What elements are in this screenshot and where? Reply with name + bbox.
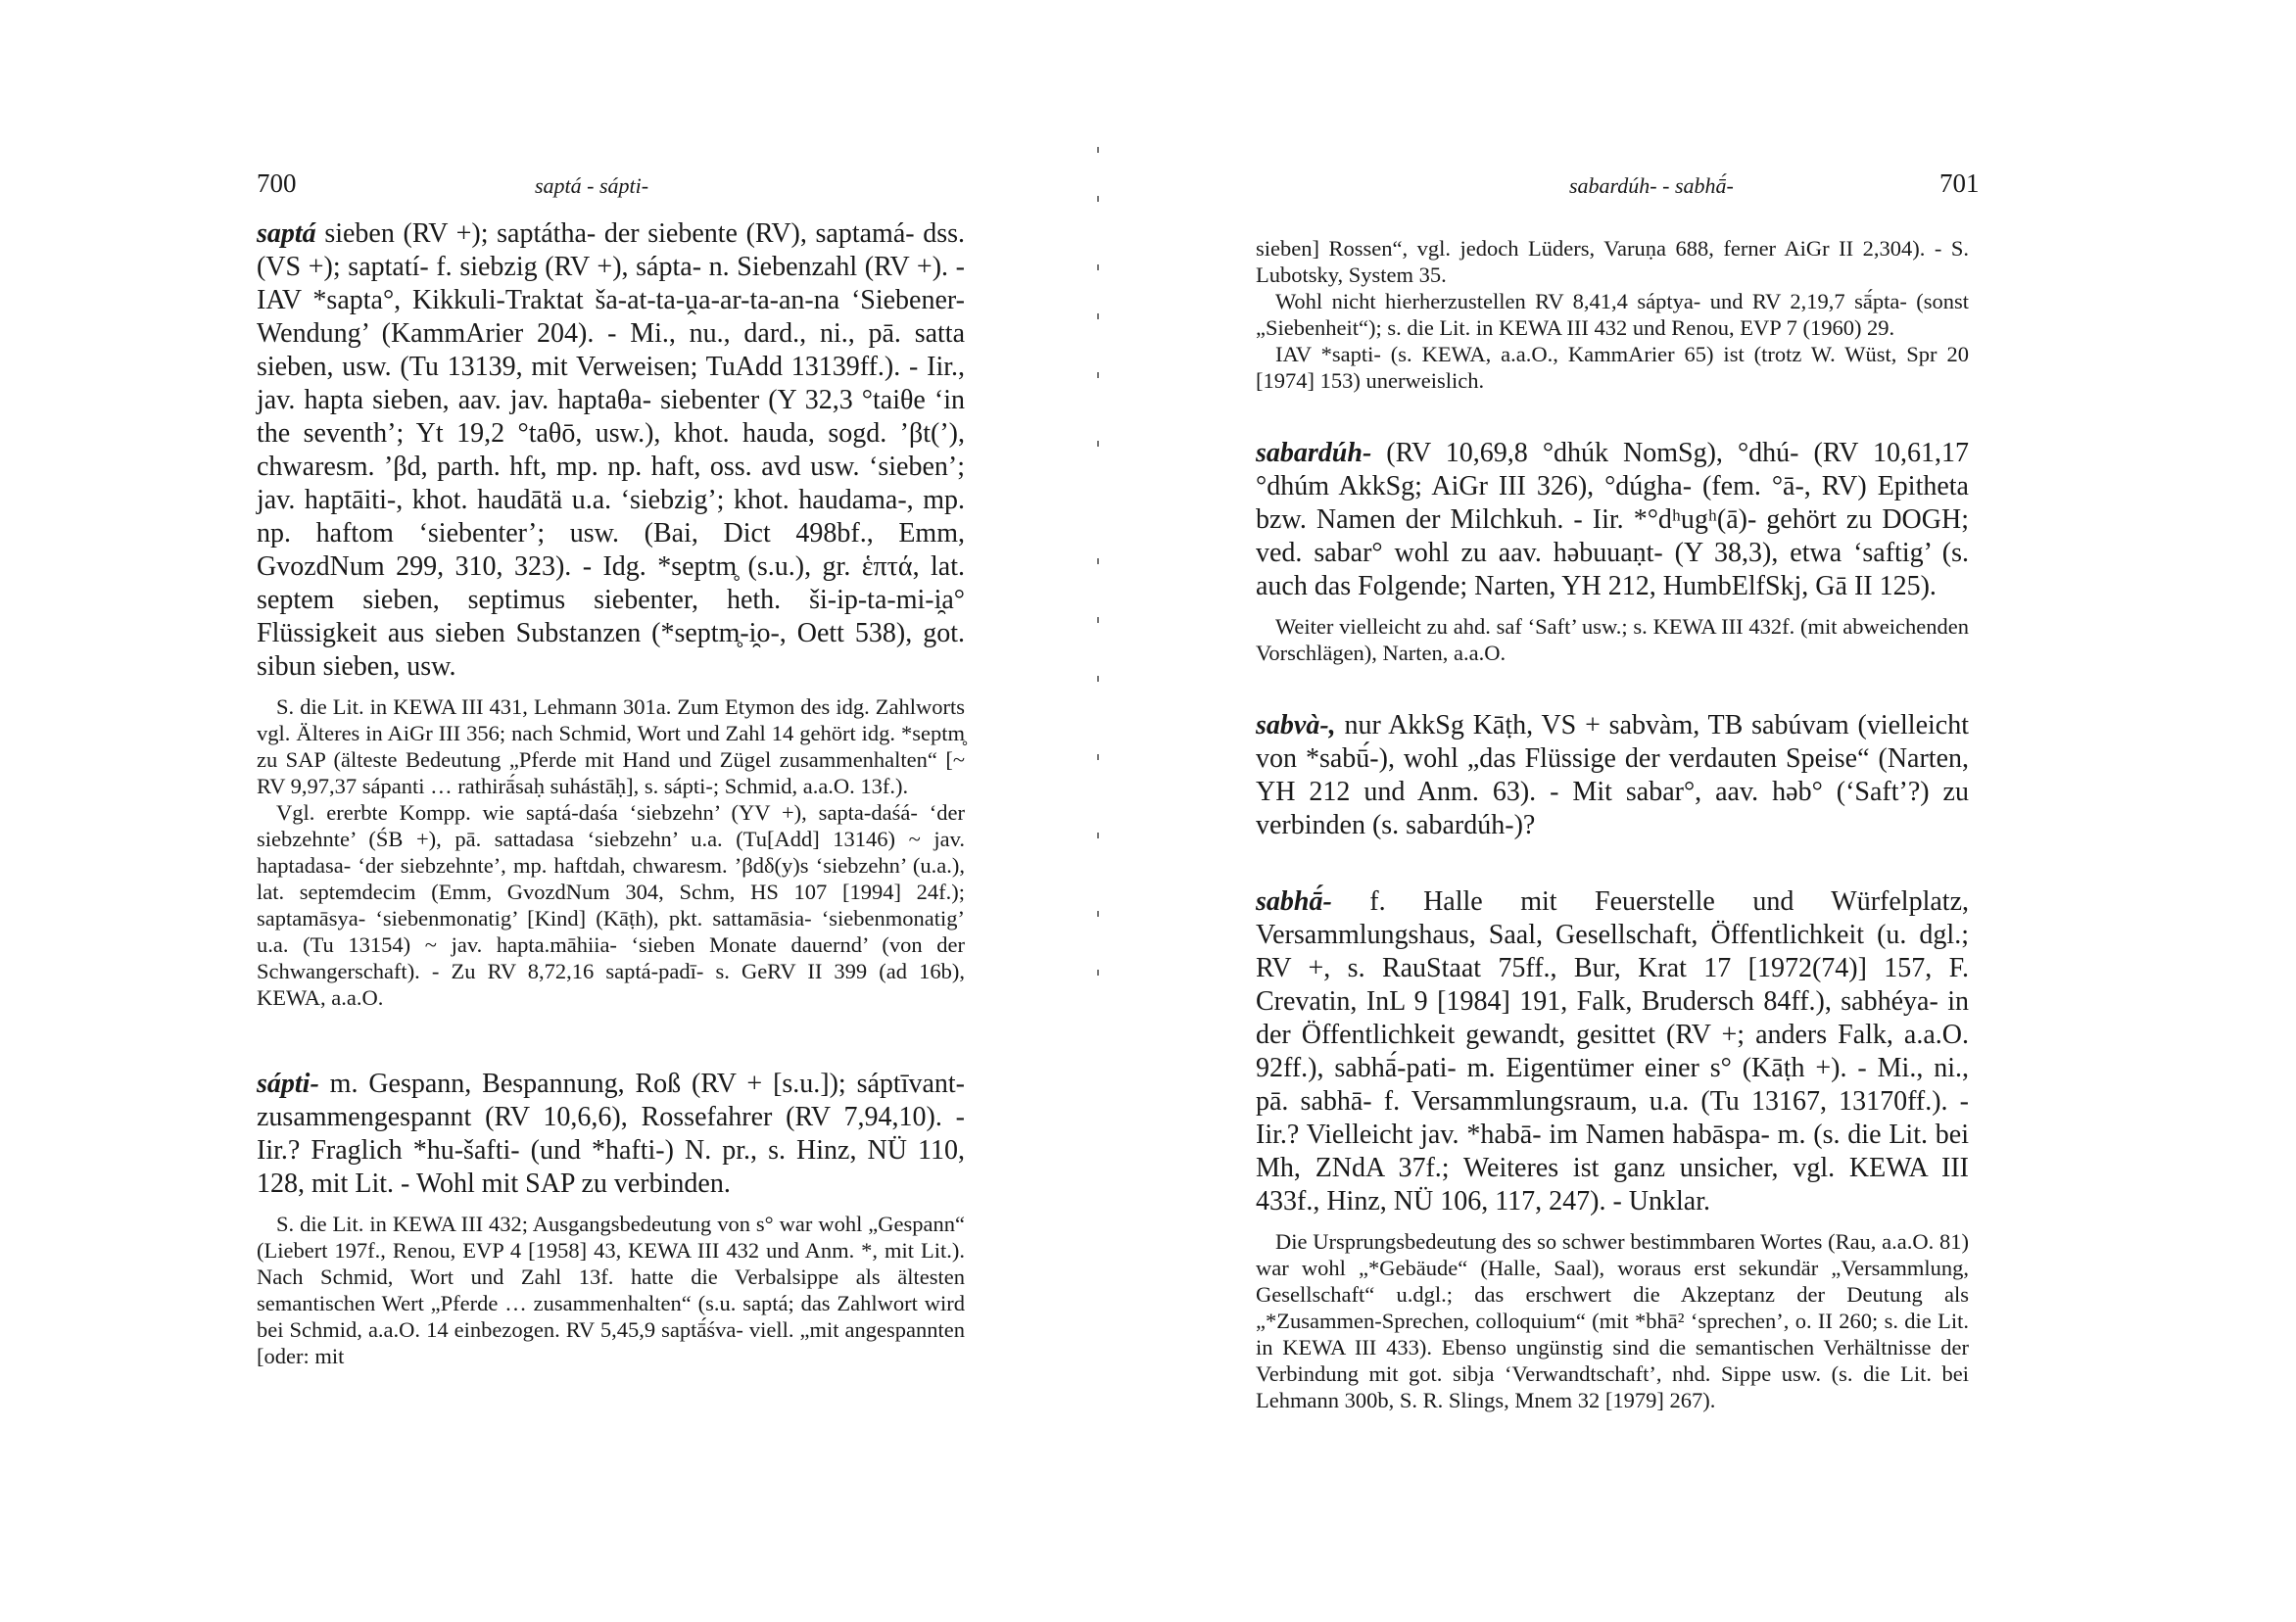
lemma: saptá <box>257 218 316 249</box>
entry-paragraph <box>1256 885 1969 1218</box>
note: sieben] Rossen“, vgl. jedoch Lüders, Varuṇa 688, ferner AiGr II 2,304). - S. Lubotsky, System 35. <box>1256 236 1969 287</box>
lemma: sabhā́- <box>1256 886 1332 917</box>
entry-sapta <box>257 217 965 1011</box>
entry-text: sieben (RV +); saptátha- der siebente (RV), saptamá- dss. (VS +); saptatí- f. siebzig (RV +), sápta- n. Siebenzahl (RV +). - IAV *sapta°, Kikkuli-Traktat ša-at-ta-ṷa-ar-ta-an-na ‘Siebener-Wendung’ (KammArier 204). - Mi., nu., dard., ni., pā. satta sieben, usw. (Tu 13139, mit Verweisen; TuAdd 13139ff.). - Iir., jav. hapta sieben, aav. jav. haptaθa- siebenter (Y 32,3 °taiθe ‘in the seventh’; Yt 19,2 °taθō, usw.), khot. hauda, sogd. ’βt(’), chwaresm. ’βd, parth. hft, mp. np. haft, oss. avd usw. ‘sieben’; jav. haptāiti-, khot. haudātä u.a. ‘siebzig’; khot. haudama-, mp. np. haftom ‘siebenter’; usw. (Bai, Dict 498bf., Emm, GvozdNum 299, 310, 323). - Idg. *septm̥ (s.u.), gr. ἑπτά, lat. septem sieben, septimus siebenter, heth. ši-ip-ta-mi-i̯a° Flüssigkeit aus sieben Substanzen (*septm̥-i̯o-, Oett 538), got. sibun sieben, usw. <box>257 218 966 682</box>
lemma: sápti- <box>257 1069 319 1099</box>
lemma: sabvà-, <box>1256 710 1336 740</box>
note: Vgl. ererbte Kompp. wie saptá-daśa ‘siebzehn’ (YV +), sapta-daśá- ‘der siebzehnte’ (ŚB +), pā. sattadasa ‘siebzehn’ u.a. (Tu[Add] 13146) ~ jav. haptadasa- ‘der siebzehnte’, mp. haftdah, chwaresm. ’βdδ(y)s ‘siebzehn’ (u.a.), lat. septemdecim (Emm, GvozdNum 304, Schm, HS 107 [1994] 24f.); saptamāsya- ‘siebenmonatig’ [Kind] (Kāṭh), pkt. sattamāsia- ‘siebenmonatig’ u.a. (Tu 13154) ~ jav. hapta.māhiia- ‘sieben Monate dauernd’ (von der Schwangerschaft). - Zu RV 8,72,16 saptá-padī- s. GeRV II 399 (ad 16b), KEWA, a.a.O. <box>257 800 965 1010</box>
note: Weiter vielleicht zu ahd. saf ‘Saft’ usw.; s. KEWA III 432f. (mit abweichenden Vorschlägen), Narten, a.a.O. <box>1256 614 1969 665</box>
entry-text: nur AkkSg Kāṭh, VS + sabvàm, TB sabúvam (vielleicht von *sabū́-), wohl „das Flüssige der verdauten Speise“ (Narten, YH 212 und Anm. 63). - Mit sabar°, aav. hǝb° (‘Saft’?) zu verbinden (s. sabardúh-)? <box>1256 710 1969 840</box>
note: Wohl nicht hierherzustellen RV 8,41,4 sáptya- und RV 2,19,7 sā́pta- (sonst „Siebenheit“); s. die Lit. in KEWA III 432 und Renou, EVP 7 (1960) 29. <box>1256 289 1969 340</box>
entry-paragraph <box>257 217 965 684</box>
entry-text: (RV 10,69,8 °dhúk NomSg), °dhú- (RV 10,61,17 °dhúm AkkSg; AiGr III 326), °dúgha- (fem. °ā-, RV) Epitheta bzw. Namen der Milchkuh. - Iir. *°dʰugʰ(ā)- gehört zu DOGH; ved. sabar° wohl zu aav. hǝbuuaṇt- (Y 38,3), etwa ‘saftig’ (s. auch das Folgende; Narten, YH 212, HumbElfSkj, Gā II 125). <box>1256 438 1970 601</box>
entry-text: f. Halle mit Feuerstelle und Würfelplatz, Versammlungshaus, Saal, Gesellschaft, Öffentlichkeit (u. dgl.; RV +, s. RauStaat 75ff., Bur, Krat 17 [1972(74)] 157, F. Crevatin, InL 9 [1984] 191, Falk, Brudersch 84ff.), sabhéya- in der Öffentlichkeit gewandt, gesittet (RV +; anders Falk, a.a.O. 92ff.), sabhā́-pati- m. Eigentümer einer s° (Kāṭh +). - Mi., ni., pā. sabhā- f. Versammlungsraum, u.a. (Tu 13167, 13170ff.). - Iir.? Vielleicht jav. *habā- im Namen habāspa- m. (s. die Lit. bei Mh, ZNdA 37f.; Weiteres ist ganz unsicher, vgl. KEWA III 433f., Hinz, NÜ 106, 117, 247). - Unklar. <box>1256 886 1969 1216</box>
entry-paragraph <box>257 1068 965 1201</box>
book-gutter <box>1097 127 1105 989</box>
page-number: 701 <box>1939 168 1980 198</box>
right-column <box>1256 235 1969 1413</box>
entry-sabarduh <box>1256 437 1969 666</box>
entry-paragraph <box>1256 709 1969 842</box>
page-number: 700 <box>257 168 297 198</box>
running-head: saptá - sápti- <box>535 173 649 198</box>
entry-sabva <box>1256 709 1969 842</box>
running-head: sabardúh- - sabhā́- <box>1569 173 1734 198</box>
note: S. die Lit. in KEWA III 432; Ausgangsbedeutung von s° war wohl „Gespann“ (Liebert 197f., Renou, EVP 4 [1958] 43, KEWA III 432 und Anm. *, mit Lit.). Nach Schmid, Wort und Zahl 13f. hatte die Verbalsippe als ältesten semantischen Wert „Pferde … zusammenhalten“ (s.u. saptá; das Zahlwort wird bei Schmid, a.a.O. 14 einbezogen. RV 5,45,9 saptā́śva- viell. „mit angespannten [oder: mit <box>257 1212 965 1368</box>
left-column <box>257 217 965 1369</box>
lemma: sabardúh- <box>1256 438 1372 468</box>
entry-paragraph <box>1256 437 1969 603</box>
continuation-notes <box>1256 235 1969 394</box>
note: Die Ursprungsbedeutung des so schwer bestimmbaren Wortes (Rau, a.a.O. 81) war wohl „*Gebäude“ (Halle, Saal), woraus erst sekundär „Versammlung, Gesellschaft“ u.dgl.; das erschwert die Akzeptanz der Deutung als „*Zusammen-Sprechen, colloquium“ (mit *bhā² ‘sprechen’, o. II 260; s. die Lit. in KEWA III 433). Ebenso ungünstig sind die semantischen Verhältnisse der Verbindung mit got. sibja ‘Verwandtschaft’, nhd. Sippe usw. (s. die Lit. bei Lehmann 300b, S. R. Slings, Mnem 32 [1979] 267). <box>1256 1229 1969 1412</box>
note: IAV *sapti- (s. KEWA, a.a.O., KammArier 65) ist (trotz W. Wüst, Spr 20 [1974] 153) unerweislich. <box>1256 342 1969 393</box>
note: S. die Lit. in KEWA III 431, Lehmann 301a. Zum Etymon des idg. Zahlworts vgl. Älteres in AiGr III 356; nach Schmid, Wort und Zahl 14 gehört idg. *septm̥ zu SAP (älteste Bedeutung „Pferde mit Hand und Zügel zusammenhalten“ [~ RV 9,97,37 sápanti … rathirā́saḥ suhástāḥ], s. sápti-; Schmid, a.a.O. 13f.). <box>257 694 965 798</box>
entry-sapti <box>257 1068 965 1369</box>
entry-text: m. Gespann, Bespannung, Roß (RV + [s.u.]); sáptīvant- zusammengespannt (RV 10,6,6), Rossefahrer (RV 7,94,10). - Iir.? Fraglich *hu-šafti- (und *hafti-) N. pr., s. Hinz, NÜ 110, 128, mit Lit. - Wohl mit SAP zu verbinden. <box>257 1069 966 1199</box>
entry-sabha <box>1256 885 1969 1413</box>
